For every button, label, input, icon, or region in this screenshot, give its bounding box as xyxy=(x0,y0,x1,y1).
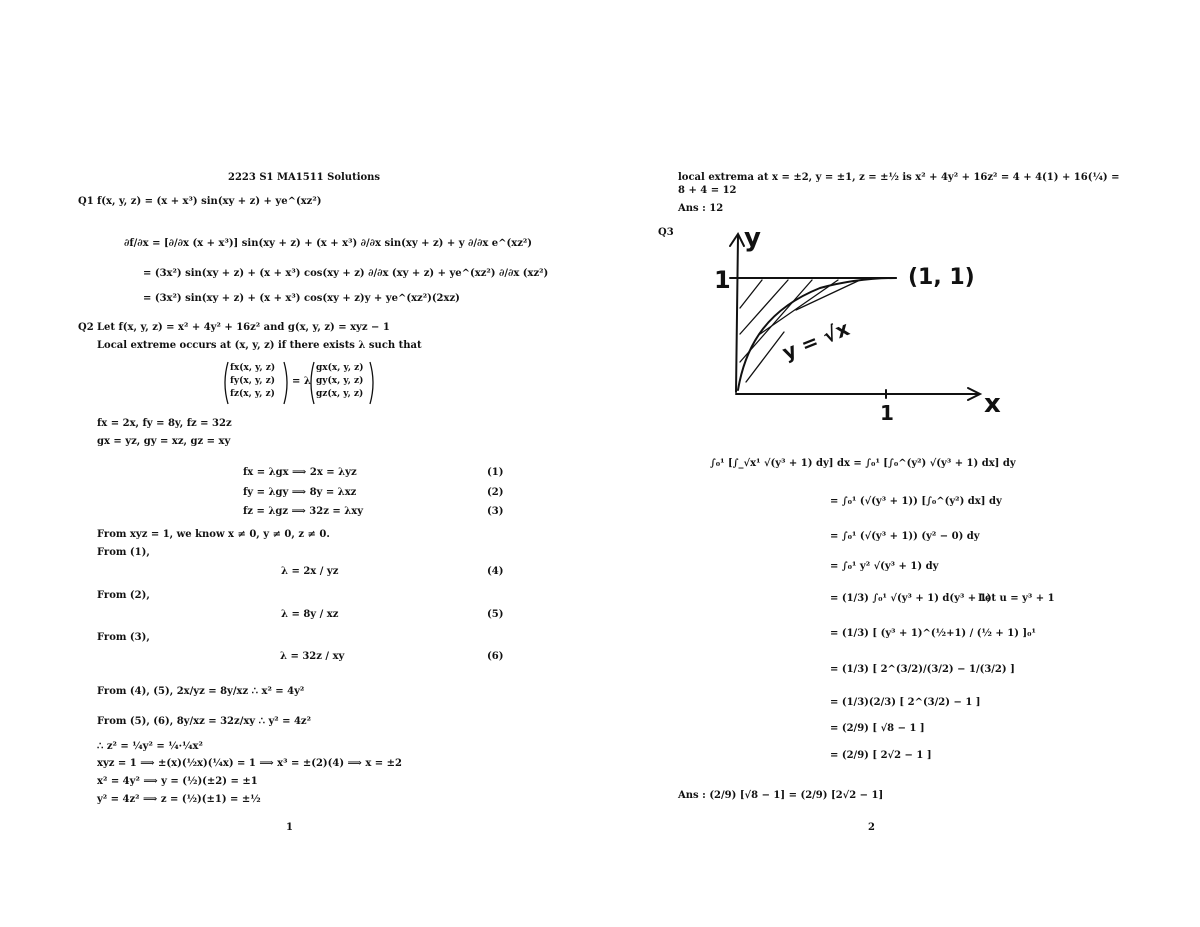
page-2 xyxy=(600,0,1200,927)
substitution-note: Let u = y³ + 1 xyxy=(978,593,1055,604)
integral-line-9: = (2/9) [ √8 − 1 ] xyxy=(830,723,925,734)
document-title: 2223 S1 MA1511 Solutions xyxy=(228,172,381,183)
equation-1: fx = λgx ⟹ 2x = λyz xyxy=(243,467,357,478)
lambda-5: λ = 8y / xz xyxy=(281,609,339,620)
extrema-conclusion-line-2: 8 + 4 = 12 xyxy=(678,185,737,196)
equation-2: fy = λgy ⟹ 8y = λxz xyxy=(243,487,357,498)
equation-3: fz = λgz ⟹ 32z = λxy xyxy=(243,506,364,517)
partials-g: gx = yz, gy = xz, gz = xy xyxy=(97,436,231,447)
vector-rhs-gx: gx(x, y, z) xyxy=(316,363,364,373)
integral-line-7: = (1/3) [ 2^(3/2)/(3/2) − 1/(3/2) ] xyxy=(830,664,1015,675)
integral-line-6: = (1/3) [ (y³ + 1)^(½+1) / (½ + 1) ]₀¹ xyxy=(830,628,1036,639)
q3-label: Q3 xyxy=(658,227,674,238)
from-4-5: From (4), (5), 2x/yz = 8y/xz ∴ x² = 4y² xyxy=(97,686,305,697)
lambda-6: λ = 32z / xy xyxy=(280,651,345,662)
integral-line-2: = ∫₀¹ (√(y³ + 1)) [∫₀^(y²) dx] dy xyxy=(830,496,1002,507)
integral-line-8: = (1/3)(2/3) [ 2^(3/2) − 1 ] xyxy=(830,697,981,708)
page-number-1: 1 xyxy=(286,822,293,833)
extrema-conclusion-line-1: local extrema at x = ±2, y = ±1, z = ±½ is x² + 4y² + 16z² = 4 + 4(1) + 16(¼) = xyxy=(678,172,1120,183)
equation-tag-6: (6) xyxy=(487,651,504,662)
from-2-label: From (2), xyxy=(97,590,150,601)
partials-f: fx = 2x, fy = 8y, fz = 32z xyxy=(97,418,232,429)
q2-intro: Local extreme occurs at (x, y, z) if there exists λ such that xyxy=(97,340,422,351)
equation-tag-1: (1) xyxy=(487,467,504,478)
integral-line-1: ∫₀¹ [∫_√x¹ √(y³ + 1) dy] dx = ∫₀¹ [∫₀^(y²) √(y³ + 1) dx] dy xyxy=(710,458,1016,469)
equation-tag-3: (3) xyxy=(487,506,504,517)
solve-step-2: x² = 4y² ⟹ y = (½)(±2) = ±1 xyxy=(97,776,258,787)
sketch-y-label: y xyxy=(744,223,761,253)
q2-label: Q2 xyxy=(78,322,94,333)
q1-derivation-line-2: = (3x²) sin(xy + z) + (x + x³) cos(xy + z) ∂/∂x (xy + z) + ye^(xz²) ∂/∂x (xz²) xyxy=(143,268,549,279)
integral-line-5: = (1/3) ∫₀¹ √(y³ + 1) d(y³ + 1) xyxy=(830,593,992,604)
equation-tag-5: (5) xyxy=(487,609,504,620)
q2-statement: Let f(x, y, z) = x² + 4y² + 16z² and g(x, y, z) = xyz − 1 xyxy=(97,322,390,333)
vector-rhs-gz: gz(x, y, z) xyxy=(316,389,364,399)
solve-step-3: y² = 4z² ⟹ z = (½)(±1) = ±½ xyxy=(97,794,261,805)
integral-line-10: = (2/9) [ 2√2 − 1 ] xyxy=(830,750,932,761)
from-5-6: From (5), (6), 8y/xz = 32z/xy ∴ y² = 4z² xyxy=(97,716,311,727)
sketch-curve-label: y = √x xyxy=(778,316,853,365)
equation-tag-4: (4) xyxy=(487,566,504,577)
nonzero-statement: From xyz = 1, we know x ≠ 0, y ≠ 0, z ≠ 0. xyxy=(97,529,330,540)
vector-rhs-gy: gy(x, y, z) xyxy=(316,376,364,386)
solve-step-1: xyz = 1 ⟹ ±(x)(½x)(¼x) = 1 ⟹ x³ = ±(2)(4) ⟹ x = ±2 xyxy=(97,758,403,769)
from-1-label: From (1), xyxy=(97,547,150,558)
lambda-4: λ = 2x / yz xyxy=(281,566,339,577)
integral-line-3: = ∫₀¹ (√(y³ + 1)) (y² − 0) dy xyxy=(830,531,980,542)
q1-derivation-line-1: ∂f/∂x = [∂/∂x (x + x³)] sin(xy + z) + (x + x³) ∂/∂x sin(xy + z) + y ∂/∂x e^(xz²) xyxy=(124,238,533,249)
q3-answer: Ans : (2/9) [√8 − 1] = (2/9) [2√2 − 1] xyxy=(678,790,884,801)
sketch-x-one: 1 xyxy=(880,401,894,422)
vector-lhs-fx: fx(x, y, z) xyxy=(230,363,276,373)
sketch-point-label: (1, 1) xyxy=(908,265,975,290)
integral-line-4: = ∫₀¹ y² √(y³ + 1) dy xyxy=(830,561,939,572)
q1-statement: f(x, y, z) = (x + x³) sin(xy + z) + ye^(xz²) xyxy=(97,196,322,207)
from-3-label: From (3), xyxy=(97,632,150,643)
equation-tag-2: (2) xyxy=(487,487,504,498)
sketch-x-label: x xyxy=(984,389,1001,419)
sketch-y-one: 1 xyxy=(714,266,731,294)
page-number-2: 2 xyxy=(868,822,875,833)
vector-lhs-fz: fz(x, y, z) xyxy=(230,389,275,399)
therefore-line: ∴ z² = ¼y² = ¼·¼x² xyxy=(97,741,203,752)
region-sketch xyxy=(700,222,1020,422)
page-1: 2223 S1 MA1511 Solutions Q1 f(x, y, z) = (x + x³) sin(xy + z) + ye^(xz²) ∂f/∂x = [∂/∂x (x + x³)] sin(xy + z) + (x + x³) ∂/∂x sin(xy + z) + y ∂/∂x e^(xz²) = (3x²) sin(xy + z) + (x + x³) cos(xy + z) ∂/∂x (xy + z) + ye^(xz²) ∂/∂x (xz²) = (3x²) sin(xy + z) + (x + x³) cos(xy + z)y + ye^(xz²)(2xz) Q2 Let f(x, y, z) = x² + 4y² + 16z² and g(x, y, z) = xyz − 1 Local extreme occurs at (x, y, z) if there exists λ such that fx(x, y, z) fy(x, y, z) fz(x, y, z) = λ gx(x, y, z) gy(x, y, z) gz(x, y, z) fx = 2x, fy = 8y, fz = 32z gx = yz, gy = xz, gz = xy fx = λgx ⟹ 2x = λyz (1) fy = λgy ⟹ 8y = λxz (2) fz = λgz ⟹ 32z = λxy (3) From xyz = 1, we know x ≠ 0, y ≠ 0, z ≠ 0. From (1), λ = 2x / yz (4) From (2), λ = 8y / xz (5) From (3), λ = 32z / xy (6) From (4), (5), 2x/yz = 8y/xz ∴ x² = 4y² From (5), (6), 8y/xz = 32z/xy ∴ y² = 4z² ∴ z² = ¼y² = ¼·¼x² xyz = 1 ⟹ ±(x)(½x)(¼x) = 1 ⟹ x³ = ±(2)(4) ⟹ x = ±2 x² = 4y² ⟹ y = (½)(±2) = ±1 y² = 4z² ⟹ z = (½)(±1) = ±½ 1 xyxy=(78,172,549,833)
q1-label: Q1 xyxy=(78,196,94,207)
vector-lhs-fy: fy(x, y, z) xyxy=(230,376,275,386)
q1-derivation-line-3: = (3x²) sin(xy + z) + (x + x³) cos(xy + z)y + ye^(xz²)(2xz) xyxy=(143,293,460,304)
y-axis xyxy=(736,236,738,392)
q2-answer: Ans : 12 xyxy=(678,203,724,214)
